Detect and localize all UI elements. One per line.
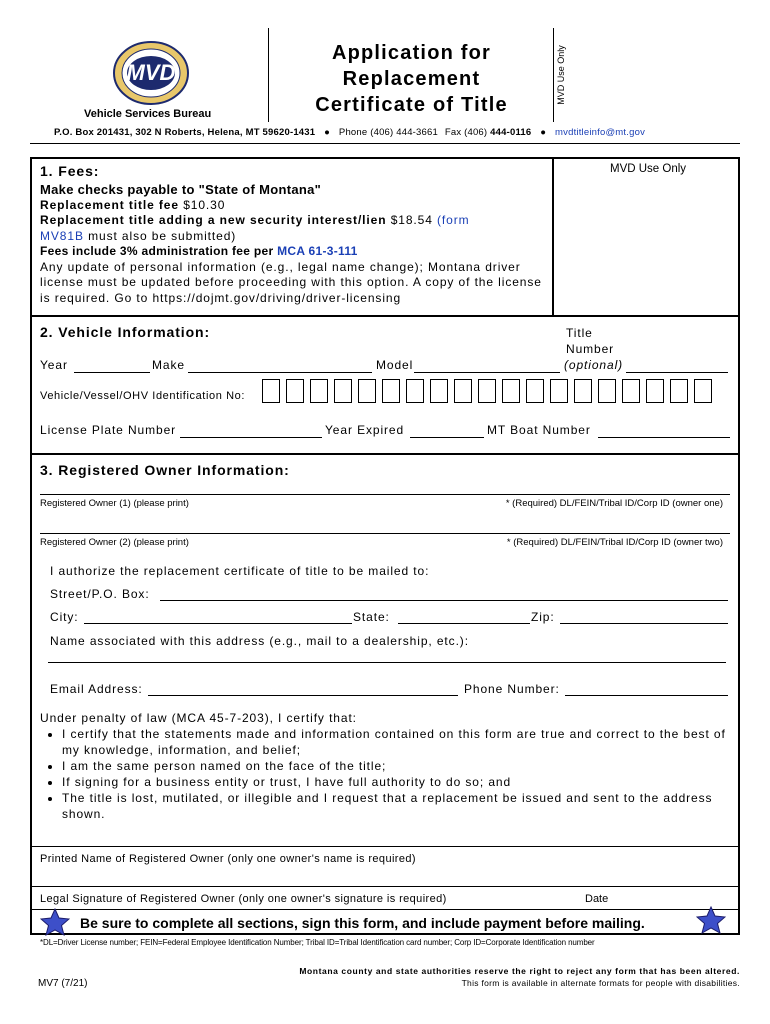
printed-name-top-rule: [32, 846, 738, 847]
vin-box[interactable]: [406, 379, 424, 403]
fees-content: [40, 182, 545, 306]
contact-bar: P.O. Box 201431, 302 N Roberts, Helena, MT 59620-1431 ● Phone (406) 444-3661 Fax (406) 444-0116 ● mvdtitleinfo@mt.gov: [54, 127, 646, 138]
email-label: Email Address:: [50, 682, 143, 696]
title-number-line[interactable]: [626, 372, 728, 373]
year-field[interactable]: [74, 372, 150, 373]
star-icon: [40, 908, 70, 941]
owner1-id-label: * (Required) DL/FEIN/Tribal ID/Corp ID (owner one): [505, 498, 723, 509]
name-assoc-field[interactable]: [48, 662, 726, 663]
boat-field[interactable]: [598, 437, 730, 438]
title-line-1: Application for: [331, 42, 492, 64]
vin-box[interactable]: [382, 379, 400, 403]
checks-payable: Make checks payable to "State of Montana": [40, 182, 322, 197]
year-expired-label: Year Expired: [325, 423, 405, 437]
form-id: MV7 (7/21): [38, 978, 88, 989]
vin-box[interactable]: [550, 379, 568, 403]
fee2-tail: must also be submitted): [88, 228, 237, 243]
admin-fee: Fees include 3% administration fee per: [40, 244, 274, 258]
printed-name-label: Printed Name of Registered Owner (only one owner's name is required): [40, 853, 416, 865]
city-label: City:: [50, 610, 79, 624]
owner2-label: Registered Owner (2) (please print): [40, 537, 189, 548]
logo-text: MVD: [126, 60, 176, 85]
contact-fax-number: 444-0116: [490, 127, 532, 138]
year-expired-field[interactable]: [410, 437, 484, 438]
admin-fee-ref[interactable]: MCA 61-3-111: [277, 244, 358, 258]
penalty-text: Under penalty of law (MCA 45-7-203), I certify that:: [40, 711, 357, 725]
plate-label: License Plate Number: [40, 423, 177, 437]
owner1-label: Registered Owner (1) (please print): [40, 498, 189, 509]
completion-banner: Be sure to complete all sections, sign this form, and include payment before mailing.: [80, 915, 645, 931]
boat-label: MT Boat Number: [487, 423, 591, 437]
zip-field[interactable]: [560, 623, 728, 624]
vehicle-heading: 2. Vehicle Information:: [40, 324, 211, 340]
fees-note: Any update of personal information (e.g., legal name change); Montana driver license must be updated before proceeding with this option. A copy of the license is required. Go to https://dojmt.gov/driving/driver-licensing: [40, 259, 542, 305]
city-field[interactable]: [84, 623, 352, 624]
certify-item: • I certify that the statements made and information contained on this form are true and correct to the best of my knowledge, information, and belief;: [62, 726, 730, 758]
vin-box[interactable]: [646, 379, 664, 403]
abbreviation-note: *DL=Driver License number; FEIN=Federal Employee Identification Number; Tribal ID=Tribal Identification card number; Corp ID=Corporate Identification number: [40, 938, 595, 947]
vin-box[interactable]: [502, 379, 520, 403]
owner-heading: 3. Registered Owner Information:: [40, 462, 290, 478]
mvd-use-vertical: MVD Use Only: [556, 45, 566, 105]
certify-item: • I am the same person named on the face of the title;: [62, 758, 730, 774]
form-title: [270, 40, 553, 118]
vin-box[interactable]: [454, 379, 472, 403]
date-label: Date: [585, 893, 609, 905]
contact-address: P.O. Box 201431, 302 N Roberts, Helena, MT 59620-1431: [54, 127, 316, 138]
certify-list: [40, 726, 730, 822]
mvd-use-label: MVD Use Only: [610, 163, 687, 175]
reserve-note: Montana county and state authorities reserve the right to reject any form that has been altered.: [299, 966, 740, 976]
section1-rule: [30, 315, 740, 317]
fee1-label: Replacement title fee: [40, 197, 179, 212]
vin-box[interactable]: [358, 379, 376, 403]
certify-item: • If signing for a business entity or trust, I have full authority to do so; and: [62, 774, 730, 790]
signature-field[interactable]: [32, 909, 738, 910]
contact-email[interactable]: mvdtitleinfo@mt.gov: [555, 127, 646, 138]
zip-label: Zip:: [531, 610, 555, 624]
vin-box[interactable]: [574, 379, 592, 403]
fees-heading: 1. Fees:: [40, 163, 100, 179]
vin-box[interactable]: [334, 379, 352, 403]
street-field[interactable]: [160, 600, 728, 601]
contact-phone: Phone (406) 444-3661: [338, 127, 438, 138]
owner1-field[interactable]: [40, 494, 730, 495]
make-label: Make: [152, 358, 185, 372]
vin-box[interactable]: [262, 379, 280, 403]
street-label: Street/P.O. Box:: [50, 587, 150, 601]
authorize-text: I authorize the replacement certificate of title to be mailed to:: [50, 564, 430, 578]
vin-box[interactable]: [430, 379, 448, 403]
alternate-formats-note: This form is available in alternate formats for people with disabilities.: [461, 978, 740, 988]
model-field[interactable]: [414, 372, 560, 373]
vin-box[interactable]: [694, 379, 712, 403]
make-field[interactable]: [188, 372, 372, 373]
phone-label: Phone Number:: [464, 682, 560, 696]
title-line-3: Certificate of Title: [315, 94, 508, 116]
fee2-label: Replacement title adding a new security interest/lien: [40, 213, 387, 227]
vin-box[interactable]: [598, 379, 616, 403]
fee2-paren: (form: [437, 213, 470, 227]
fee1-amount: $10.30: [183, 197, 226, 212]
name-assoc-label: Name associated with this address (e.g., mail to a dealership, etc.):: [50, 634, 469, 648]
title-label: Title: [566, 326, 593, 340]
plate-field[interactable]: [180, 437, 322, 438]
vin-box[interactable]: [310, 379, 328, 403]
section2-rule: [30, 453, 740, 455]
printed-name-field[interactable]: [32, 886, 738, 887]
header-divider-left: [268, 28, 269, 122]
email-field[interactable]: [148, 695, 458, 696]
vin-box[interactable]: [670, 379, 688, 403]
owner2-field[interactable]: [40, 533, 730, 534]
vin-box[interactable]: [622, 379, 640, 403]
owner2-id-label: * (Required) DL/FEIN/Tribal ID/Corp ID (owner two): [506, 537, 723, 548]
optional-label: (optional): [564, 358, 624, 372]
header-rule: [30, 143, 740, 144]
mvd-logo: [112, 40, 190, 106]
vin-box[interactable]: [526, 379, 544, 403]
fee2-form-link[interactable]: MV81B: [40, 228, 84, 243]
state-field[interactable]: [398, 623, 530, 624]
bureau-name: Vehicle Services Bureau: [84, 108, 212, 120]
signature-label: Legal Signature of Registered Owner (only one owner's signature is required): [40, 893, 447, 905]
phone-field[interactable]: [565, 695, 728, 696]
number-label: Number: [566, 342, 615, 356]
model-label: Model: [376, 358, 414, 372]
contact-fax-label: Fax (406): [444, 127, 488, 138]
header-divider-right: [553, 28, 554, 122]
vin-box[interactable]: [286, 379, 304, 403]
star-icon: [696, 906, 726, 939]
certify-item: • The title is lost, mutilated, or illegible and I request that a replacement be issued and sent to the address shown.: [62, 790, 730, 822]
year-label: Year: [40, 358, 68, 372]
fee2-amount: $18.54: [390, 213, 433, 227]
mvd-use-box: [552, 158, 554, 316]
state-label: State:: [353, 610, 390, 624]
vin-box[interactable]: [478, 379, 496, 403]
title-line-2: Replacement: [342, 68, 481, 90]
vin-label: Vehicle/Vessel/OHV Identification No:: [40, 390, 246, 402]
